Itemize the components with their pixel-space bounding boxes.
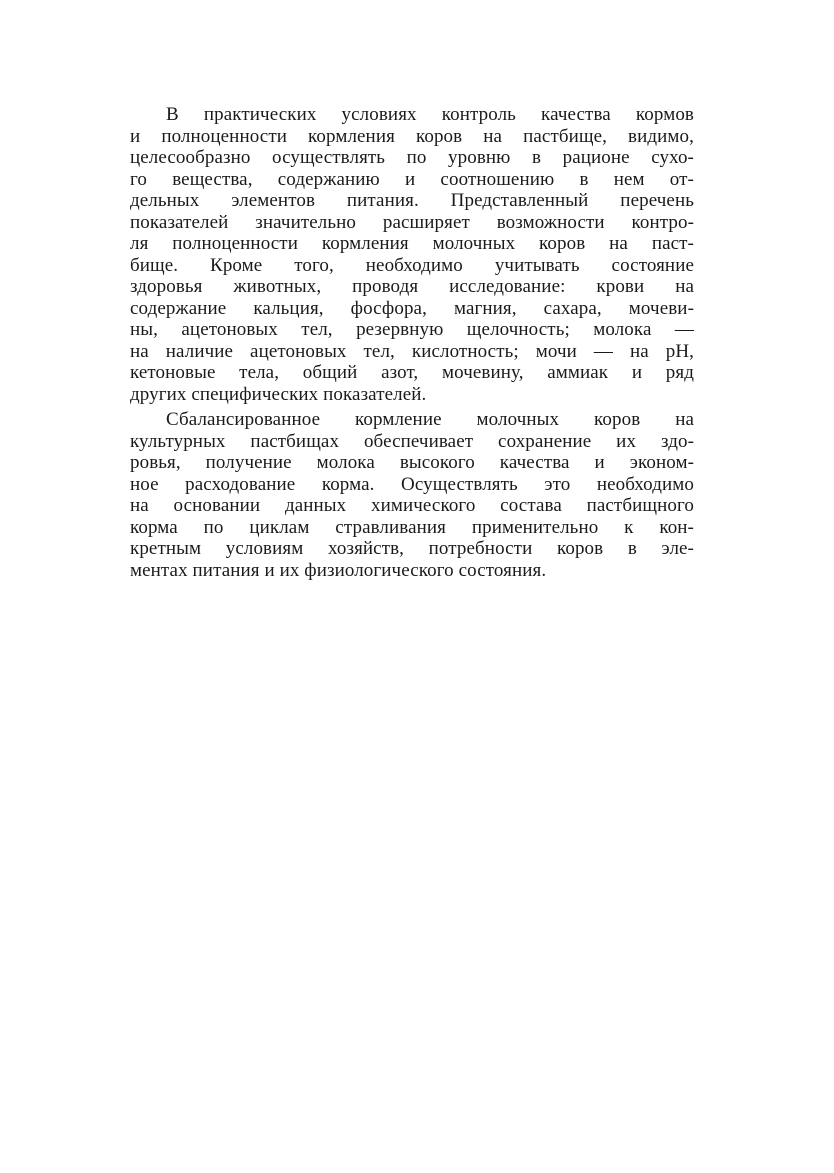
text-line: других специфических показателей.: [130, 383, 427, 405]
text-line: ны, ацетоновых тел, резервную щелочность; молока —: [130, 319, 694, 340]
text-line: на наличие ацетоновых тел, кислотность; мочи — на pH,: [130, 340, 694, 362]
text-line: ровья, получение молока высокого качества и эконом-: [130, 452, 694, 473]
text-line: корма по циклам стравливания применительно к кон-: [130, 516, 694, 538]
text-line: на основании данных химического состава пастбищного: [130, 495, 694, 516]
text-line: целесообразно осуществлять по уровню в рационе сухо-: [130, 147, 694, 168]
text-line: здоровья животных, проводя исследование: крови на: [130, 276, 694, 297]
text-line: Сбалансированное кормление молочных коров на: [166, 409, 694, 430]
text-line: ментах питания и их физиологического состояния.: [130, 559, 547, 581]
text-line: показателей значительно расширяет возможности контро-: [130, 211, 694, 233]
paragraph-1: [130, 104, 694, 405]
text-line: кретным условиям хозяйств, потребности коров в эле-: [130, 538, 694, 559]
text-line: В практических условиях контроль качества кормов: [166, 104, 694, 125]
text-line: дельных элементов питания. Представленный перечень: [130, 190, 694, 211]
text-line: кетоновые тела, общий азот, мочевину, аммиак и ряд: [130, 362, 694, 383]
text-line: культурных пастбищах обеспечивает сохранение их здо-: [130, 430, 694, 452]
body-text: [130, 104, 694, 581]
text-line: го вещества, содержанию и соотношению в нем от-: [130, 168, 694, 190]
text-line: бище. Кроме того, необходимо учитывать состояние: [130, 254, 694, 276]
text-line: ное расходование корма. Осуществлять это необходимо: [130, 473, 694, 495]
text-line: и полноценности кормления коров на пастбище, видимо,: [130, 125, 694, 147]
paragraph-2: [130, 409, 694, 581]
text-line: содержание кальция, фосфора, магния, сахара, мочеви-: [130, 297, 694, 319]
text-line: ля полноценности кормления молочных коров на паст-: [130, 233, 694, 254]
